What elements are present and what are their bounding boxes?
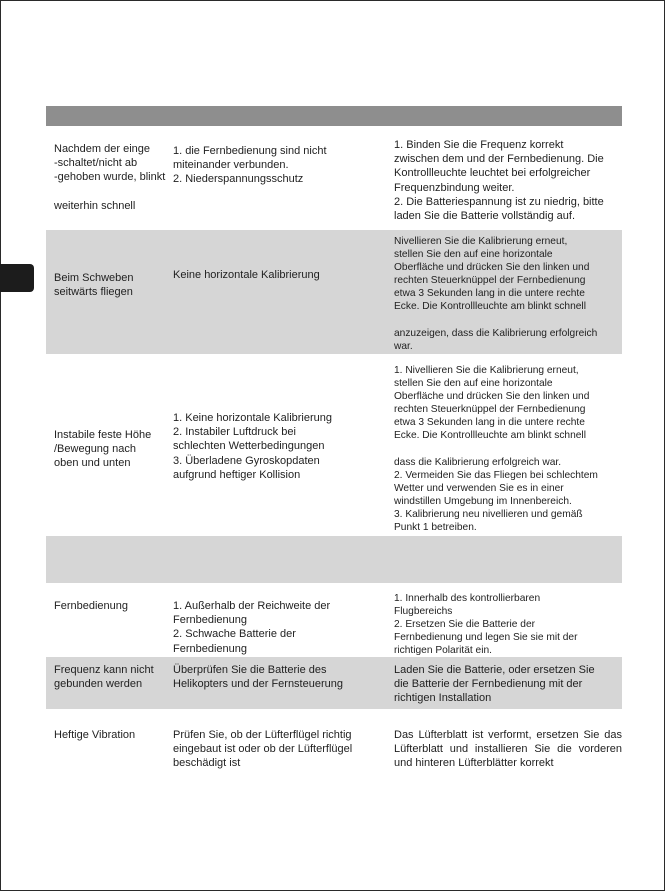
table-row-2: [46, 230, 622, 354]
cause-cell: Keine horizontale Kalibrierung: [173, 269, 320, 281]
solution-cell: Nivellieren Sie die Kalibrierung erneut, stellen Sie den auf eine horizontale Oberfläche und drücken Sie den linken und rechten Steuerknüppel der Fernbedienung etwa 3 Sekunden lang in die untere rechte Ecke. Die Kontrollleuchte am blinkt schnell anzuzeigen, dass die Kalibrierung erfolgreich war.: [394, 236, 598, 352]
solution-cell: Laden Sie die Batterie, oder ersetzen Sie die Batterie der Fernbedienung mit der richtigen Installation: [394, 664, 595, 705]
table-row-1: [46, 126, 622, 230]
table-row-empty: [46, 536, 622, 583]
solution-cell: 1. Innerhalb des kontrollierbaren Flugbereichs 2. Ersetzen Sie die Batterie der Fernbedienung und legen Sie sie mit der richtigen Polarität ein.: [394, 593, 578, 657]
table-header-bar: [46, 106, 622, 126]
solution-cell: 1. Nivellieren Sie die Kalibrierung erneut, stellen Sie den auf eine horizontale Oberfläche und drücken Sie den linken und rechten Steuerknüppel der Fernbedienung etwa 3 Sekunden lang in die untere rechte Ecke. Die Kontrollleuchte am blinkt schnell dass die Kalibrierung erfolgreich war. 2. Vermeiden Sie das Fliegen bei schlechtem Wetter und verwenden Sie es in einer windstillen Umgebung im Innenbereich. 3. Kalibrierung neu nivellieren und gemäß Punkt 1 betreiben.: [394, 365, 598, 534]
table-row-4: [46, 583, 622, 657]
problem-cell: Fernbedienung: [54, 600, 129, 612]
problem-cell: Frequenz kann nicht gebunden werden: [54, 664, 154, 691]
table-row-3: [46, 354, 622, 536]
problem-cell: Heftige Vibration: [54, 729, 136, 741]
cause-cell: 1. Keine horizontale Kalibrierung 2. Instabiler Luftdruck bei schlechten Wetterbedingungen 3. Überladene Gyroskopdaten aufgrund heftiger Kollision: [173, 412, 332, 481]
problem-cell: Beim Schweben seitwärts fliegen: [54, 272, 134, 299]
table-row-6: [46, 709, 622, 779]
cause-cell: Überprüfen Sie die Batterie des Helikopters und der Fernsteuerung: [173, 664, 343, 691]
cause-cell: 1. die Fernbedienung sind nicht miteinander verbunden. 2. Niederspannungsschutz: [173, 145, 327, 186]
cause-cell: 1. Außerhalb der Reichweite der Fernbedienung 2. Schwache Batterie der Fernbedienung: [173, 600, 331, 655]
cause-cell: Prüfen Sie, ob der Lüfterflügel richtig eingebaut ist oder ob der Lüfterflügel beschädigt ist: [173, 729, 353, 770]
table-row-5: [46, 657, 622, 709]
problem-cell: Nachdem der einge -schaltet/nicht ab -gehoben wurde, blinkt weiterhin schnell: [54, 143, 166, 212]
solution-cell: Das Lüfterblatt ist verformt, ersetzen Sie das Lüfterblatt und installieren Sie die vorderen und hinteren Lüfterblätter korrekt: [394, 729, 622, 770]
problem-cell: Instabile feste Höhe /Bewegung nach oben und unten: [54, 429, 152, 470]
section-tab-marker: [0, 264, 34, 292]
solution-cell: 1. Binden Sie die Frequenz korrekt zwischen dem und der Fernbedienung. Die Kontrollleuchte leuchtet bei erfolgreicher Frequenzbindung weiter. 2. Die Batteriespannung ist zu niedrig, bitte laden Sie die Batterie vollständig auf.: [394, 139, 604, 223]
